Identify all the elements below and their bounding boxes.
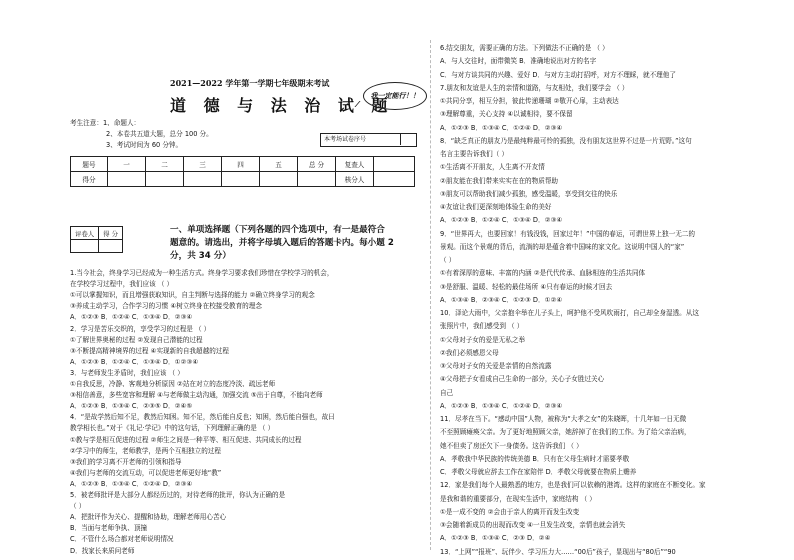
grader-input-row (71, 240, 123, 253)
question-line: ②朋友能在我们带来实实在在的物质帮助 (440, 176, 559, 185)
question-line: 张照片中，我们感受到 （ ） (440, 322, 524, 331)
question-line: 10．泽论大雨中，父亲抱伞举在儿子头上，呵护他不受风吹雨打，自己却全身湿透。从这 (440, 309, 699, 317)
question-line: 在学校学习过程中，我们应该 （ ） (70, 280, 174, 289)
motto-bubble (363, 82, 427, 110)
grader-table (70, 226, 123, 253)
score-row-label: 得分 (71, 172, 108, 187)
section1-heading-1: 一、单项选择题（下列各题的四个选项中，有一是最符合 (170, 225, 385, 235)
question-line: A．①②③ B．①②④ C．①③④ D．②③④ (70, 313, 193, 322)
question-line: 8．“缺乏真正的朋友乃是最纯粹最可怜的孤独，没有朋友这世界不过是一片荒野。”这句 (440, 136, 692, 145)
notes-title: 考生注意：1、命题人： (70, 119, 141, 127)
exam-year-title: 2021—2022 学年第一学期七年级期末考试 (170, 78, 330, 88)
score-header-cell: 一 (108, 157, 146, 172)
notes-line3: 3、考试时间为 60 分钟。 (106, 141, 183, 149)
question-line: 7.朋友和友谊是人生的亲情和道路，与友相处，我们要学会 （ ） (440, 83, 629, 92)
question-line: 是我和谐的重要部分，在现实生活中，家庭结构 （ ） (440, 494, 596, 503)
question-line: 6.结交朋友，需要正确的方法。下列做法不正确的是 （ ） (440, 44, 609, 52)
score-input-cell[interactable] (108, 172, 146, 187)
question-line: D．找家长来质问老师 (70, 546, 135, 555)
question-line: A．①②③ B．①③④ C．①②④ D．②③④ (70, 479, 193, 488)
question-line: 11．尽孝在当下。“感动中国”人物，被称为“大孝之女”的朱晓晖，十几年如一日无微 (440, 415, 687, 423)
question-line: C．不管什么场合都对老师说明情况 (70, 535, 174, 544)
section1-heading-2: 题意的。请选出，并将字母填入题后的答题卡内。每小题 2 (170, 238, 394, 248)
question-line: ①父母对子女的爱是无私之举 (440, 335, 526, 344)
question-line: （ ） (70, 502, 86, 511)
question-line: ③不断提高精神境界的过程 ④实现新的自我超越的过程 (70, 346, 229, 355)
score-input-cell[interactable] (146, 172, 184, 187)
score-checker-label: 核分人 (336, 172, 374, 187)
question-line: 3．与老师发生矛盾时，我们应该 （ ） (70, 368, 184, 377)
grade-input-cell[interactable] (99, 240, 123, 253)
score-header-row (71, 157, 415, 172)
question-line: A．把批评作为关心、提醒和协助，理解老师用心苦心 (70, 513, 227, 522)
score-header-cell: 五 (260, 157, 298, 172)
score-header-cell: 题号 (71, 157, 108, 172)
question-line: A．孝敬我中华民族的传统美德 B．只有在父母生病时才需要孝敬 (440, 454, 630, 463)
score-input-cell[interactable] (184, 172, 222, 187)
motto-text: 我一定能行！！ (370, 92, 420, 100)
question-line: ①自我反思，冷静、客观地分析原因 ②站在对立的态度冷淡、疏远老师 (70, 380, 276, 388)
question-line: A．①②③ B．①③④ C．①②④ D．②③④ (440, 123, 563, 132)
score-input-cell[interactable] (298, 172, 336, 187)
question-line: ③相信善意，多些宽容和理解 ④与老师做主动沟通，加强交流 ⑤出于自尊，不能向老师 (70, 391, 323, 400)
grader-header-row (71, 227, 123, 240)
subject-title: 道 德 与 法 治 试 题 (170, 96, 394, 115)
question-line: A．①②③ B．①③④ C．②③ D．②④ (440, 534, 551, 543)
score-header-cell: 复查人 (336, 157, 374, 172)
question-line: ①生活离不开朋友，人生离不开友情 (440, 163, 545, 172)
question-line: ④我们与老师的交流互动，可以促进老师更好地“教” (70, 468, 222, 477)
question-line: A．①②③ B．①②④ C．①③④ D．①②③④ (70, 357, 199, 366)
question-line: ①有着深厚的意味、丰富的内涵 ②是代代传承、血脉相连的生活共同体 (440, 269, 646, 278)
seat-number-cell[interactable] (400, 133, 416, 145)
column-divider (430, 40, 431, 550)
score-input-cell[interactable] (374, 172, 415, 187)
question-line: C．与对方谈共同的兴趣、爱好 D．与对方主动打招呼，对方不理睬，就不理他了 (440, 70, 676, 79)
question-line: ④父母把子女看成自己生命的一部分，关心子女胜过关心 (440, 375, 605, 384)
grade-label: 得 分 (99, 227, 123, 240)
question-line: ③理解尊重，关心支持 ④以诚相待，要不保留 (440, 110, 573, 119)
question-line: ③会随着新成员的出现而改变 ④一旦发生改变，亲情也就会消失 (440, 521, 626, 529)
question-line: ③我们的学习离不开老师的引领和指导 (70, 457, 182, 466)
question-line: ③朋友可以帮助我们减少孤独，感受温暖，享受到交往的快乐 (440, 189, 618, 198)
question-line: A．①②③ B．①③④ C．②③⑤ D．②④⑤ (70, 402, 193, 411)
question-line: A．①②③ B．①②④ C．①③④ D．②③④ (440, 216, 563, 225)
question-line: B．当面与老师争执、顶撞 (70, 524, 148, 533)
score-table (70, 156, 415, 187)
question-line: ①了解世界奥秘的过程 ②发现自己潜能的过程 (70, 335, 203, 344)
question-line: ①是一成不变的 ②会由于亲人的离开而发生改变 (440, 507, 580, 516)
score-header-cell: 二 (146, 157, 184, 172)
question-line: ③是舒服、温暖、轻松的最佳场所 ④只有春运的时候才回去 (440, 282, 613, 291)
right-column (440, 0, 775, 560)
question-line: ③养成主动学习，合作学习的习惯 ④树立终身在校接受教育的理念 (70, 302, 262, 311)
question-line: C．孝敬父母就应辞去工作在家陪伴 D．孝敬父母就要在物质上赡养 (440, 468, 637, 476)
score-value-row (71, 172, 415, 187)
section1-heading-3: 分，共 34 分） (170, 251, 231, 261)
question-line: ③父母对子女的关爱是亲情的自然流露 (440, 362, 552, 370)
question-line: 自己 (440, 388, 454, 397)
grader-input-cell[interactable] (71, 240, 99, 253)
score-header-cell: 四 (222, 157, 260, 172)
notes-line2: 2、本卷共五道大题，总分 100 分。 (106, 130, 213, 138)
left-column (70, 0, 420, 560)
question-line: ②学习中的师生，老师教学，是两个互相独立的过程 (70, 446, 221, 455)
score-input-cell[interactable] (260, 172, 298, 187)
grader-label: 评卷人 (71, 227, 99, 240)
score-blank-cell[interactable] (374, 157, 415, 172)
question-line: 1.当今社会，终身学习已经成为一种生活方式。终身学习要求我们珍惜在学校学习的机会， (70, 269, 334, 277)
question-line: 9．“世界再大，也要回家！有钱没钱，回家过年！”中国的春运，可谓世界上独一无二的 (440, 229, 695, 238)
score-header-cell: 总 分 (298, 157, 336, 172)
score-input-cell[interactable] (222, 172, 260, 187)
question-line: ①可以掌握知识，而且增强获取知识，自主判断与选择的能力 ②确立终身学习的观念 (70, 291, 315, 300)
question-line: 她不但卖了房还欠下一身债务。这告诉我们 （ ） (440, 441, 583, 450)
question-line: 教学相长也。”对于《礼记·学记》中的这句话，下列理解正确的是 （ ） (70, 424, 275, 433)
question-line: ①教与学是相互促进的过程 ②师生之间是一种平等、相互促进、共同成长的过程 (70, 435, 302, 444)
question-line: ①共同分享，相互分担，彼此传递珊瑚 ②敬开心扉，主动表达 (440, 97, 619, 105)
question-line: 不至照顾瘫痪父亲。为了更好地照顾父亲，她辞掉了在我们的工作。为了给父亲治病， (440, 428, 691, 437)
question-line: ②我们必须感恩父母 (440, 348, 499, 357)
question-line: A．与人交往时，面带微笑 B．准确地说出对方的名字 (440, 57, 597, 66)
score-header-cell: 三 (184, 157, 222, 172)
question-line: 13．“上网”“报班”、玩伴少、学习压力大……“00后”孩子，显现出与“80后”“90 (440, 547, 676, 556)
seat-number-label: 本考场试卷序号 (324, 136, 367, 143)
question-line: 4．“是故学然后知不足，教然后知困。知不足，然后能自反也；知困，然后能自强也，故曰 (70, 413, 335, 422)
question-line: 2．学习是苦乐交织的，享受学习的过程是 （ ） (70, 324, 211, 333)
question-line: ④友谊让我们更深刻地体验生命的美好 (440, 203, 552, 211)
question-line: A．①②③ B．①③④ C．①②④ D．②③④ (440, 401, 563, 410)
question-line: A．①③④ B．②③④ C．①②③ D．①②④ (440, 295, 563, 304)
question-line: 景观。而这个景观的背后，流淌的却是蕴含着中国味的家文化。这说明中国人的“家” (440, 242, 685, 251)
question-line: 名言主要告诉我们（ ） (440, 150, 509, 158)
question-line: （ ） (440, 256, 456, 264)
question-line: 12．家是我们每个人最熟悉的地方，也是我们可以依赖的港湾。这样的家庭在不断变化。家 (440, 481, 706, 490)
question-line: 5．被老师批评是大部分人都经历过的，对待老师的批评，你认为正确的是 (70, 491, 286, 499)
